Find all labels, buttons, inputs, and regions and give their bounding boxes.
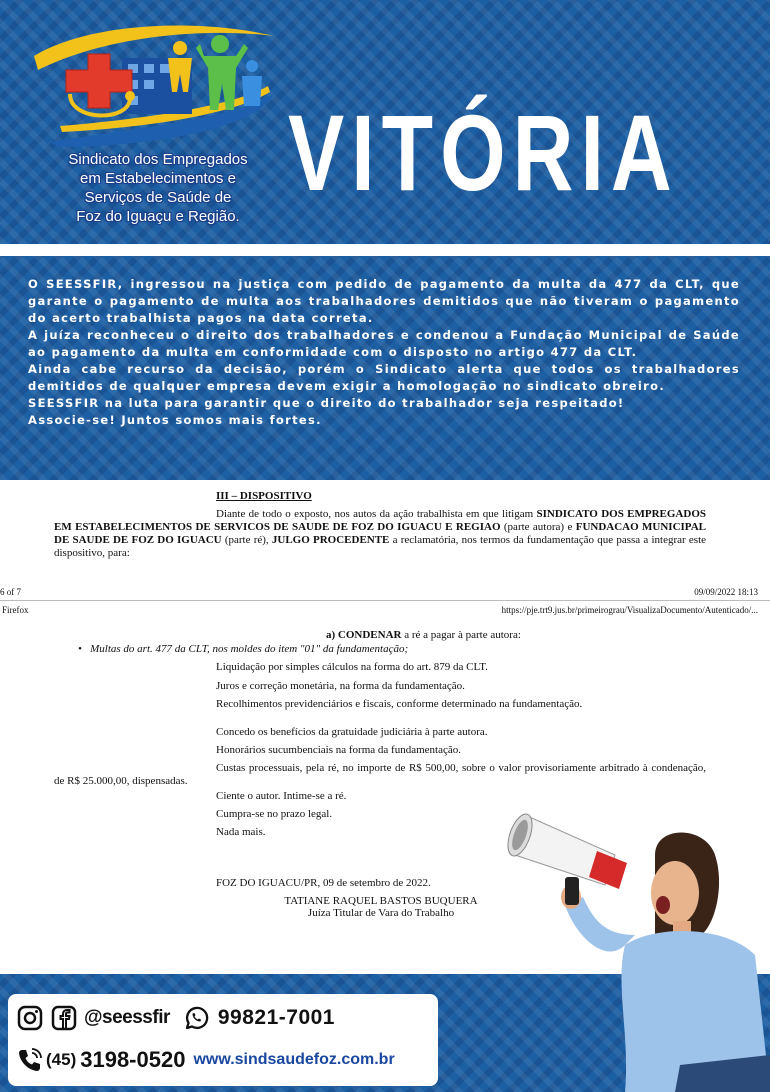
union-logo <box>30 22 280 225</box>
open-mouth <box>656 896 670 914</box>
divider <box>0 244 770 256</box>
decision-line: Liquidação por simples cálculos na forma do art. 879 da CLT. <box>216 661 488 673</box>
headline-vitoria: VITÓRIA <box>288 92 679 213</box>
para-text: a reclamatória, nos termos da fundamentação que passa a integrar este dispositivo, para: <box>54 534 707 559</box>
decision-line: Cumpra-se no prazo legal. <box>216 808 333 820</box>
woman-with-megaphone-illustration <box>505 785 770 1092</box>
phone-area-code[interactable]: (45) <box>46 1050 77 1069</box>
page-number: 6 of 7 <box>0 587 21 597</box>
condenar-label: a) CONDENAR <box>326 629 402 641</box>
bullet-text: Multas do art. 477 da CLT, nos moldes do item "01" da fundamentação; <box>90 643 409 655</box>
social-handle[interactable]: @seessfir <box>84 1007 170 1028</box>
announcement-text <box>28 276 740 429</box>
party-plaintiff: SINDICATO DOS EMPREGADOS EM ESTABELECIMENTOS DE SERVICOS DE SAUDE DE FOZ DO IGUACU E REGIAO <box>54 508 706 533</box>
decision-line: Concedo os benefícios da gratuidade judiciária à parte autora. <box>216 726 488 738</box>
condenar-text: a ré a pagar à parte autora: <box>401 629 521 641</box>
instagram-icon[interactable] <box>16 1004 44 1032</box>
document-heading: III – DISPOSITIVO <box>216 490 312 502</box>
decision-line: Juros e correção monetária, na forma da fundamentação. <box>216 680 465 692</box>
page-break-rule <box>0 600 770 601</box>
signer-role: Juíza Titular de Vara do Trabalho <box>307 907 455 919</box>
logo-emblem <box>30 22 280 147</box>
announcement-paragraph: O SEESSFIR, ingressou na justiça com pedido de pagamento da multa da 477 da CLT, que garante o pagamento de multa aos trabalhadores demitidos que não tiveram o pagamento do acerto trabalhista pagos na data correta. <box>28 277 740 325</box>
para-text: (parte ré), <box>221 534 272 546</box>
signer-name: TATIANE RAQUEL BASTOS BUQUERA <box>284 895 478 907</box>
decision-line: Ciente o autor. Intime-se a ré. <box>216 790 347 802</box>
megaphone-icon <box>505 811 627 905</box>
logo-text: Sindicato dos Empregados em Estabelecimentos e Serviços de Saúde de Foz do Iguaçu e Região. <box>68 151 248 225</box>
announcement-paragraph: A juíza reconheceu o direito dos trabalhadores e condenou a Fundação Municipal de Saúde ao pagamento da multa em conformidade com o disposto no artigo 477 da CLT. <box>28 328 740 359</box>
document-paragraph <box>54 508 706 560</box>
website-link[interactable]: www.sindsaudefoz.com.br <box>193 1051 395 1068</box>
decision-line: Custas processuais, pela ré, no importe de R$ 500,00, sobre o valor provisoriamente arbitrado à condenação, de R$ 25.000,00, dispensadas. <box>54 762 706 787</box>
browser-name: Firefox <box>2 605 29 615</box>
header-banner <box>0 0 770 244</box>
face <box>651 861 699 925</box>
signature-place-date: FOZ DO IGUACU/PR, 09 de setembro de 2022. <box>216 877 431 889</box>
decision-line: Recolhimentos previdenciários e fiscais, conforme determinado na fundamentação. <box>216 698 583 710</box>
party-defendant: FUNDACAO MUNICIPAL DE SAUDE DE FOZ DO IGUACU <box>54 521 706 546</box>
decision-line: Honorários sucumbenciais na forma da fundamentação. <box>216 744 461 756</box>
para-text: Diante de todo o exposto, nos autos da ação trabalhista em que litigam <box>216 508 537 520</box>
phone-row <box>16 1046 395 1074</box>
phone-number[interactable]: 3198-0520 <box>80 1047 186 1072</box>
decision-line: Nada mais. <box>216 826 266 838</box>
announcement-paragraph: Associe-se! Juntos somos mais fortes. <box>28 413 322 427</box>
condenar-line <box>326 629 521 641</box>
contact-card <box>8 994 438 1086</box>
verdict: JULGO PROCEDENTE <box>271 534 390 546</box>
announcement-paragraph: SEESSFIR na luta para garantir que o direito do trabalhador seja respeitado! <box>28 396 625 410</box>
phone-icon[interactable] <box>16 1046 44 1074</box>
social-row <box>16 1004 335 1032</box>
announcement-section <box>0 256 770 480</box>
page-date: 09/09/2022 18:13 <box>694 587 758 597</box>
whatsapp-number[interactable]: 99821-7001 <box>217 1006 335 1029</box>
browser-url: https://pje.trt9.jus.br/primeirograu/VisualizaDocumento/Autenticado/... <box>501 605 758 615</box>
facebook-icon[interactable] <box>50 1004 78 1032</box>
whatsapp-icon[interactable] <box>182 1004 210 1032</box>
para-text: (parte autora) e <box>500 521 576 533</box>
announcement-paragraph: Ainda cabe recurso da decisão, porém o Sindicato alerta que todos os trabalhadores demitidos de qualquer empresa devem exigir a homologação no sindicato obreiro. <box>28 362 740 393</box>
bullet-item: • Multas do art. 477 da CLT, nos moldes do item "01" da fundamentação; <box>78 643 409 655</box>
